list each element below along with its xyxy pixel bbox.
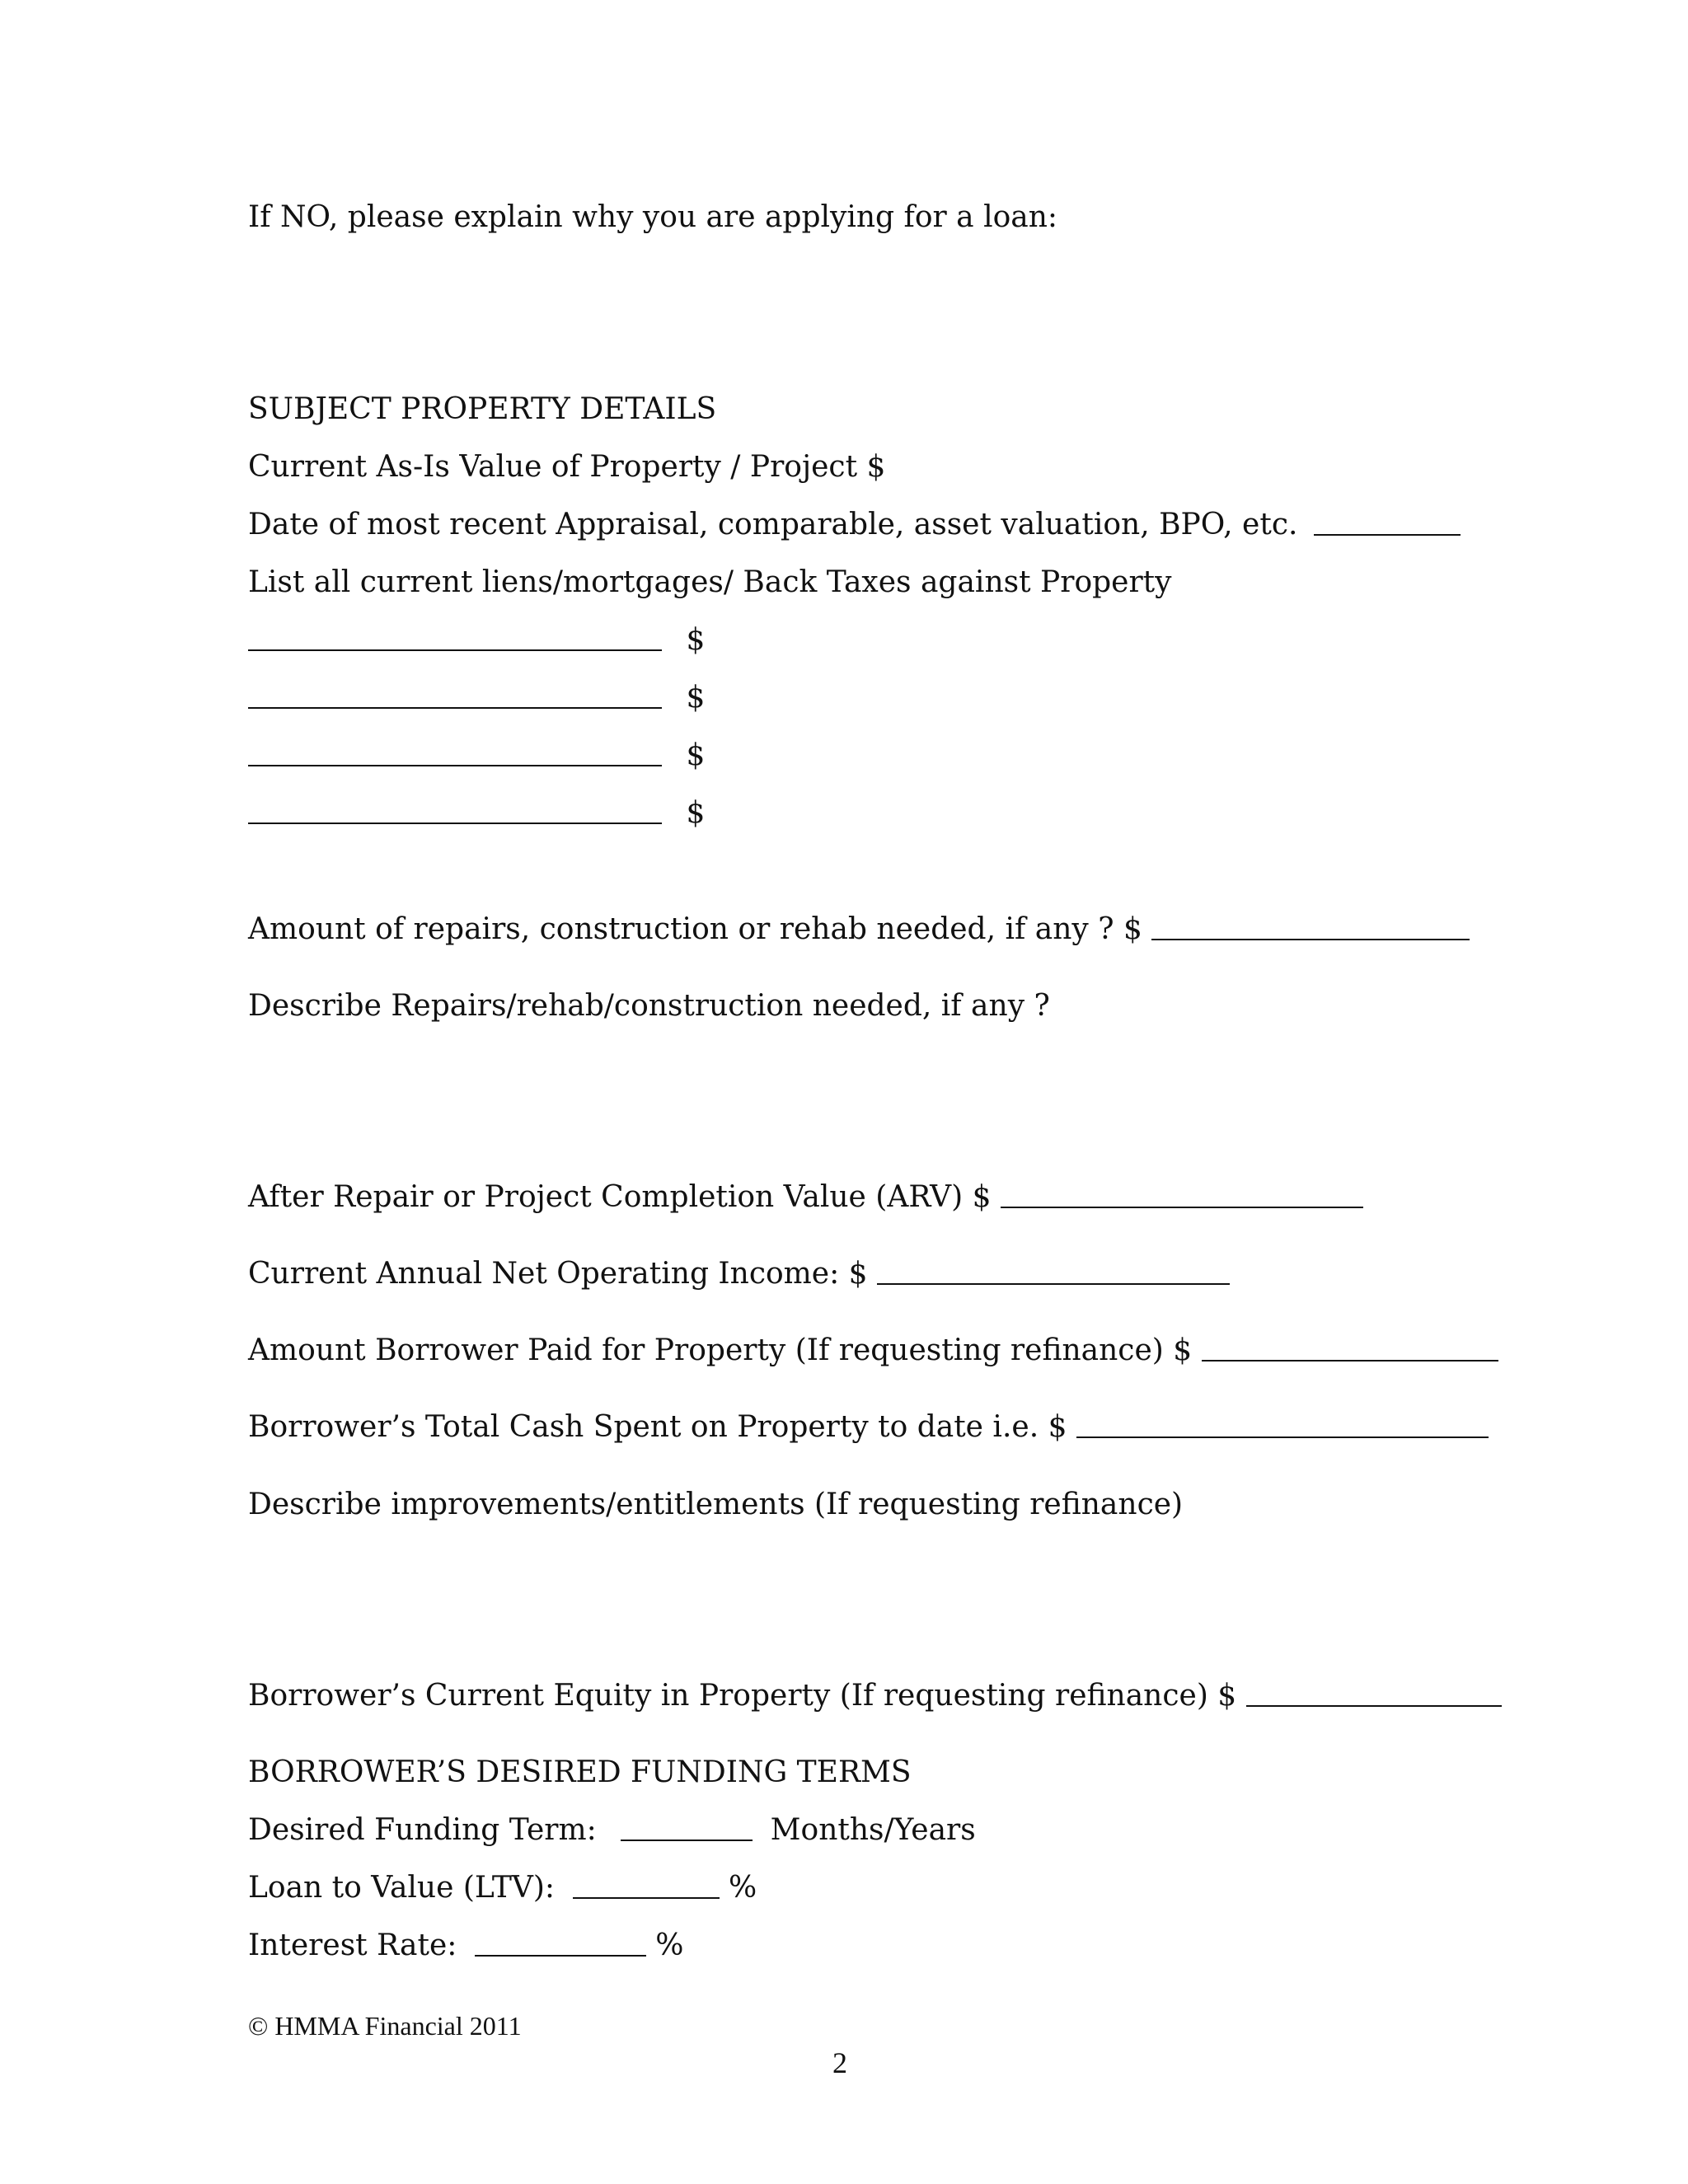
lien-description-blank[interactable] [248, 764, 662, 766]
repairs-describe-label: Describe Repairs/rehab/construction needed, if any ? [248, 989, 1050, 1023]
repairs-amount-line [248, 912, 1470, 946]
funding-term-blank[interactable] [621, 1839, 753, 1841]
arv-label: After Repair or Project Completion Value (ARV) $ [248, 1180, 992, 1214]
funding-term-line [248, 1813, 976, 1847]
explain-line [248, 200, 1058, 234]
arv-line [248, 1180, 1363, 1214]
cash-spent-label: Borrower’s Total Cash Spent on Property to date i.e. $ [248, 1410, 1067, 1444]
lien-row [248, 683, 705, 713]
explain-label: If NO, please explain why you are applying for a loan: [248, 200, 1058, 234]
equity-line [248, 1681, 1502, 1711]
section-heading-terms [248, 1755, 912, 1789]
appraisal-date-line [248, 510, 1461, 540]
lien-dollar-sign: $ [686, 738, 706, 772]
as-is-value-label: Current As-Is Value of Property / Project $ [248, 450, 886, 484]
appraisal-date-label: Date of most recent Appraisal, comparable, asset valuation, BPO, etc. [248, 508, 1298, 541]
interest-rate-blank[interactable] [475, 1954, 646, 1957]
ltv-blank[interactable] [573, 1896, 720, 1899]
repairs-describe-line [248, 991, 1050, 1021]
interest-rate-line [248, 1931, 684, 1961]
paid-label: Amount Borrower Paid for Property (If requesting refinance) $ [248, 1333, 1193, 1367]
lien-dollar-sign: $ [686, 796, 706, 830]
funding-term-unit: Months/Years [770, 1813, 976, 1847]
cash-spent-line [248, 1410, 1489, 1444]
ltv-unit: % [728, 1871, 757, 1905]
repairs-amount-label: Amount of repairs, construction or rehab needed, if any ? $ [248, 912, 1142, 946]
improvements-label: Describe improvements/entitlements (If requesting refinance) [248, 1488, 1184, 1521]
liens-heading-label: List all current liens/mortgages/ Back Taxes against Property [248, 565, 1172, 599]
copyright-footer: © HMMA Financial 2011 [248, 2011, 522, 2041]
section-heading-property-text: SUBJECT PROPERTY DETAILS [248, 392, 717, 426]
lien-row [248, 623, 706, 657]
lien-dollar-sign: $ [686, 681, 706, 715]
liens-heading-line [248, 565, 1172, 599]
repairs-amount-blank[interactable] [1151, 938, 1470, 940]
lien-row [248, 738, 706, 772]
equity-blank[interactable] [1246, 1704, 1502, 1707]
lien-dollar-sign: $ [686, 623, 706, 657]
funding-term-label: Desired Funding Term: [248, 1813, 597, 1847]
equity-label: Borrower’s Current Equity in Property (If requesting refinance) $ [248, 1679, 1237, 1713]
paid-blank[interactable] [1202, 1359, 1498, 1361]
cash-spent-blank[interactable] [1076, 1436, 1489, 1438]
paid-line [248, 1333, 1498, 1367]
interest-rate-label: Interest Rate: [248, 1929, 457, 1962]
appraisal-date-blank[interactable] [1314, 533, 1461, 536]
as-is-value-line [248, 452, 885, 482]
noi-line [248, 1259, 1230, 1289]
noi-blank[interactable] [877, 1282, 1230, 1285]
ltv-line [248, 1873, 757, 1903]
page-number: 2 [832, 2046, 847, 2079]
lien-description-blank[interactable] [248, 822, 662, 824]
lien-description-blank[interactable] [248, 706, 662, 709]
interest-rate-unit: % [655, 1929, 684, 1962]
improvements-line [248, 1490, 1183, 1520]
section-heading-property [248, 392, 717, 426]
lien-description-blank[interactable] [248, 649, 662, 651]
lien-row [248, 796, 706, 830]
ltv-label: Loan to Value (LTV): [248, 1871, 556, 1905]
arv-blank[interactable] [1001, 1206, 1363, 1208]
section-heading-terms-text: BORROWER’S DESIRED FUNDING TERMS [248, 1755, 912, 1789]
noi-label: Current Annual Net Operating Income: $ [248, 1257, 868, 1291]
